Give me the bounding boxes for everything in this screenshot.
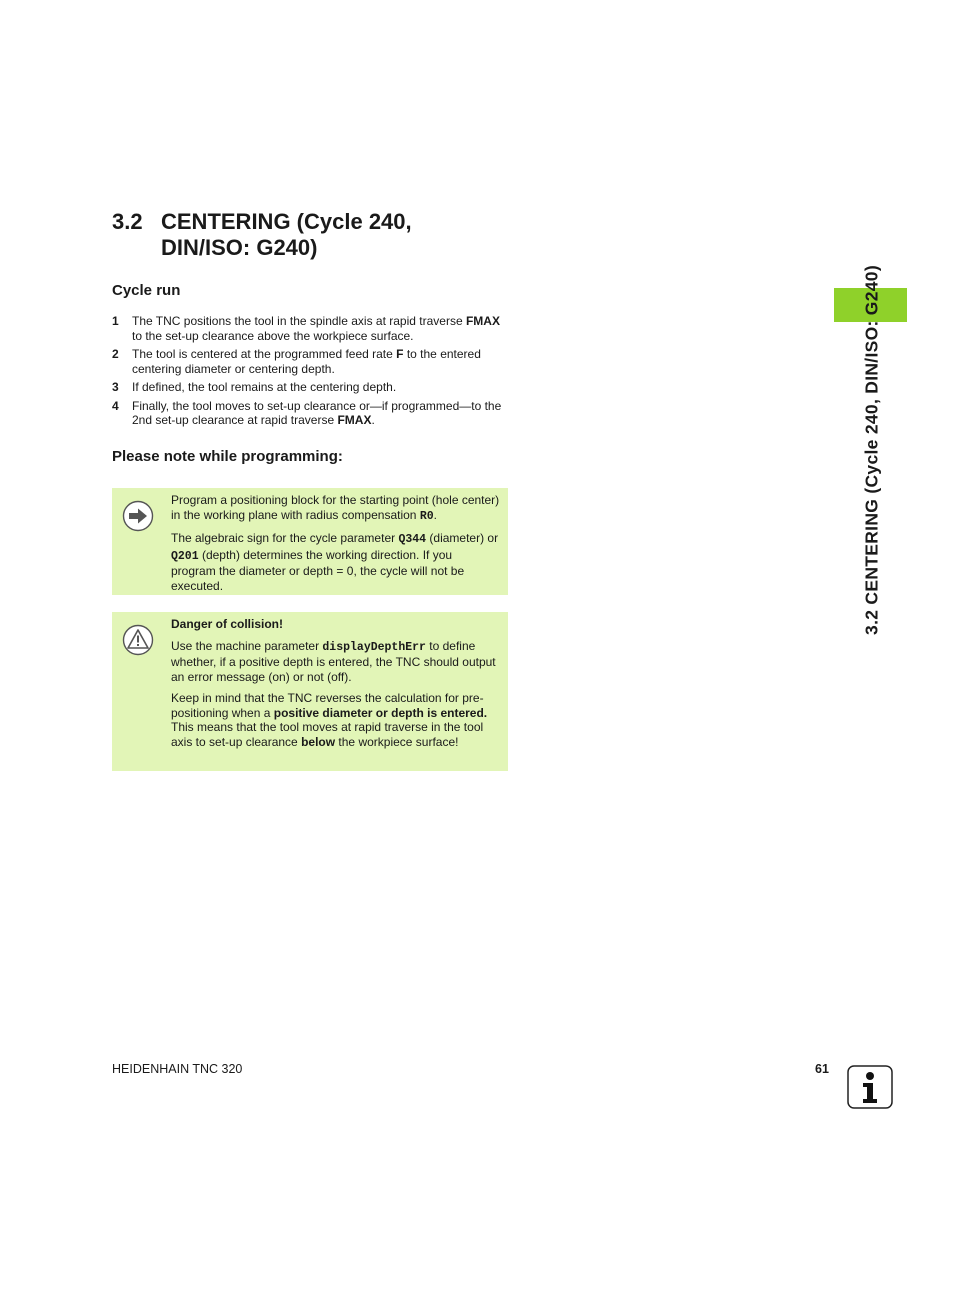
warning-triangle-icon bbox=[122, 624, 154, 656]
section-title-line1: CENTERING (Cycle 240, bbox=[161, 209, 412, 234]
code-q344: Q344 bbox=[398, 533, 427, 546]
section-title-line2: DIN/ISO: G240) bbox=[161, 235, 318, 260]
cycle-steps-list bbox=[112, 314, 512, 432]
note-paragraph: Use the machine parameter displayDepthErr to define whether, if a positive depth is entered, the TNC should output an error message (on) or not (off). bbox=[171, 638, 496, 684]
footer-manual-title: HEIDENHAIN TNC 320 bbox=[112, 1062, 243, 1076]
warning-heading: Danger of collision! bbox=[171, 617, 284, 631]
code-display-depth-err: displayDepthErr bbox=[322, 640, 426, 654]
programming-notes-heading: Please note while programming: bbox=[112, 448, 343, 465]
list-item: 2 The tool is centered at the programmed feed rate F to the entered centering diameter or centering depth. bbox=[112, 347, 481, 376]
list-item: 4 Finally, the tool moves to set-up clearance or—if programmed—to the 2nd set-up clearance at rapid traverse FMAX. bbox=[112, 398, 502, 427]
cycle-run-heading: Cycle run bbox=[112, 282, 181, 299]
section-title bbox=[112, 209, 532, 261]
note-paragraph: The algebraic sign for the cycle parameter Q344 (diameter) or Q201 (depth) determines the working direction. If you program the diameter or depth = 0, the cycle will not be executed. bbox=[171, 531, 499, 593]
arrow-right-icon bbox=[122, 500, 154, 532]
list-item: 1 The TNC positions the tool in the spindle axis at rapid traverse FMAX to the set-up clearance above the workpiece surface. bbox=[112, 314, 500, 343]
page-number: 61 bbox=[815, 1062, 829, 1076]
info-icon bbox=[847, 1065, 893, 1109]
note-paragraph: Program a positioning block for the starting point (hole center) in the working plane with radius compensation R0. bbox=[171, 493, 500, 523]
list-item: 3 If defined, the tool remains at the centering depth. bbox=[112, 380, 397, 394]
code-q201: Q201 bbox=[171, 549, 199, 563]
info-note-box bbox=[112, 488, 508, 595]
code-r0: R0 bbox=[419, 509, 434, 523]
warning-note-box bbox=[112, 612, 508, 771]
section-number: 3.2 bbox=[112, 209, 143, 234]
side-running-title: 3.2 CENTERING (Cycle 240, DIN/ISO: G240) bbox=[861, 265, 882, 635]
note-paragraph: Keep in mind that the TNC reverses the calculation for pre-positioning when a positive diameter or depth is entered. This means that the tool moves at rapid traverse in the tool axis to set-up clearance below the workpiece surface! bbox=[171, 691, 488, 749]
